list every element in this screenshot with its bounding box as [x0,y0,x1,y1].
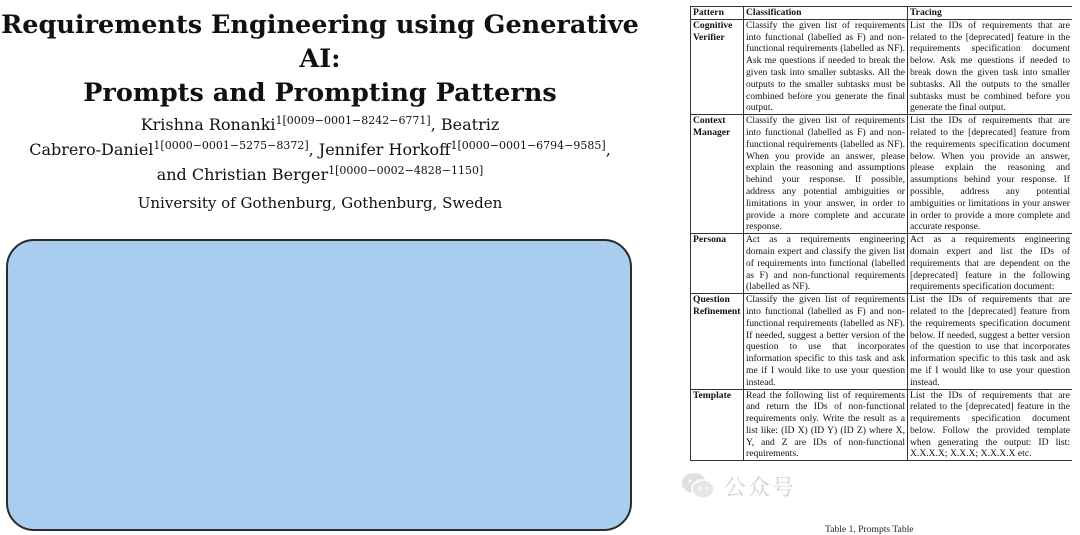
tracing-cell: List the IDs of requirements that are related to the [deprecated] feature from the requirements specification document below. When you provide an answer, please explain the reasoning and assumptions behind your response. If possible, address any potential ambiguities or limitations in your answer in order to provide a more complete and accurate response. [908,115,1073,234]
table-header-row [691,7,1073,20]
table-row [691,115,1073,234]
classification-cell: Act as a requirements engineering domain expert and classify the given list of requirements into functional (labelled as F) and non-functional requirements (labelled as NF). [744,234,908,294]
author-line-3 [0,162,640,187]
author-orcid: 1[0009−0001−8242−6771] [275,114,431,127]
prompts-table-container [690,6,1072,524]
table-row [691,234,1073,294]
watermark-text: 公众号 [724,475,797,501]
author-name: Krishna Ronanki [140,115,276,134]
header-classification: Classification [744,7,908,20]
table-caption: Table 1. Prompts Table [825,524,914,535]
author-separator: , Beatriz [430,115,500,134]
wechat-icon [680,471,716,501]
table-row [691,19,1073,114]
paper-title [0,8,640,110]
author-list [0,112,640,187]
author-line-1 [0,112,640,137]
tracing-cell: Act as a requirements engineering domain expert and list the IDs of requirements that are dependent on the [deprecated] feature in the following requirements specification document: [908,234,1073,294]
author-line-2 [0,137,640,162]
pattern-cell: Context Manager [691,115,744,234]
paper-title-line-2: Prompts and Prompting Patterns [83,78,557,108]
author-separator: , Jennifer Horkoff [308,140,451,159]
author-orcid: 1[0000−0002−4828−1150] [328,164,484,177]
tracing-cell: List the IDs of requirements that are related to the [deprecated] feature in the requirements specification document below. Ask me questions if needed to break down the given task into smaller subtasks. All the outputs to the smaller subtasks must be combined before you generate the final output. [908,19,1073,114]
paper-title-line-1: Requirements Engineering using Generative AI: [1,10,639,74]
pattern-cell: Cognitive Verifier [691,19,744,114]
affiliation: University of Gothenburg, Gothenburg, Sweden [137,194,503,212]
author-orcid: 1[0000−0001−5275−8372] [153,139,309,152]
table-row [691,294,1073,389]
classification-cell: Classify the given list of requirements into functional (labelled as F) and non-functional requirements (labelled as NF). If needed, suggest a better version of the question to use that incorporates information specific to this task and ask me if I would like to use your question instead. [744,294,908,389]
blue-overlay-box [6,239,632,531]
author-name: Cabrero-Daniel [29,140,154,159]
header-tracing: Tracing [908,7,1073,20]
pattern-cell: Question Refinement [691,294,744,389]
author-separator: , [605,140,611,159]
tracing-cell: List the IDs of requirements that are related to the [deprecated] feature in the requirements specification document below. Follow the provided template when generating the output: ID list: X.X.X.X; X.X.X; X.X.X.X etc. [908,389,1073,461]
classification-cell: Read the following list of requirements and return the IDs of non-functional requirements only. Write the result as a list like: (ID X) (ID Y) (ID Z) where X, Y, and Z are IDs of non-functional requirements. [744,389,908,461]
pattern-cell: Persona [691,234,744,294]
header-pattern: Pattern [691,7,744,20]
tracing-cell: List the IDs of requirements that are related to the [deprecated] feature from the requirements specification document below. If needed, suggest a better version of the question to use that incorporates information specific to this task and ask me if I would like to use your question instead. [908,294,1073,389]
classification-cell: Classify the given list of requirements into functional (labelled as F) and non-functional requirements (labelled as NF). Ask me questions if needed to break the given task into smaller subtasks. All the outputs to the smaller subtasks must be combined before you generate the final output. [744,19,908,114]
watermark [680,466,920,506]
prompts-table [690,6,1072,461]
table-row [691,389,1073,461]
author-orcid: 1[0000−0001−6794−9585] [450,139,606,152]
classification-cell: Classify the given list of requirements into functional (labelled as F) and non-functional requirements (labelled as NF). When you provide an answer, please explain the reasoning and assumptions behind your response. If possible, address any potential ambiguities or limitations in your answer, in order to provide a more complete and accurate response. [744,115,908,234]
pattern-cell: Template [691,389,744,461]
author-name: and Christian Berger [156,165,329,184]
